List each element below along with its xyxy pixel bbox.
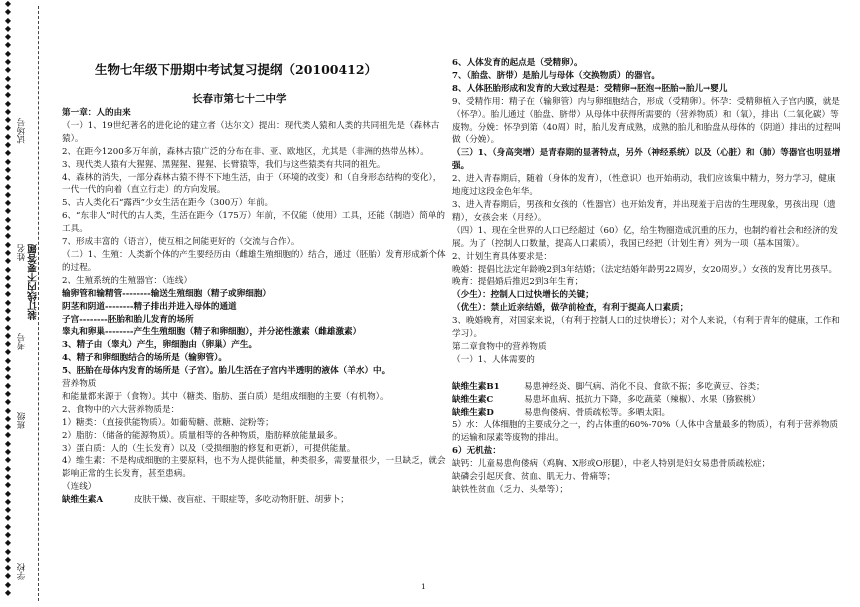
text-paragraph: 5）水：人体细胞的主要成分之一，约占体重的60%-70%（人体中含量最多的物质），有利于营养物质的运输和尿素等废物的排出。 xyxy=(452,420,839,444)
diamond-icon: ◆ xyxy=(4,546,12,556)
text-paragraph: 6、“东非人”时代的古人类，生活在距今（175万）年前，不仅能（使用）工具，还能（制造）简单的工具。 xyxy=(62,211,446,235)
diamond-icon: ◆ xyxy=(4,505,12,515)
diamond-icon: ◆ xyxy=(4,438,12,448)
text-paragraph: 7、形成丰富的（语言），使互相之间能更好的（交流与合作）。 xyxy=(62,237,300,248)
text-paragraph: 晚育：提倡婚后推迟2到3年生育； xyxy=(452,277,584,288)
left-column xyxy=(62,107,447,507)
diamond-icon: ◆ xyxy=(4,339,12,349)
diamond-icon: ◆ xyxy=(4,148,12,158)
text-paragraph: 3、进入青春期后，男孩和女孩的（性器官）也开始发育，并出现羞于启齿的生理现象，男孩出现（遗精），女孩会来（月经）。 xyxy=(452,199,836,223)
diamond-icon: ◆ xyxy=(4,372,12,382)
diamond-icon: ◆ xyxy=(4,264,12,274)
text-paragraph: 2、生殖系统的生殖器官：（连线） xyxy=(62,275,193,286)
vitamin-name: 缺维生素A xyxy=(62,495,104,506)
page-number: 1 xyxy=(421,582,426,591)
seal-warning: 装订线内不要答题 xyxy=(28,244,39,320)
text-paragraph: 4、精子和卵细胞结合的场所是（输卵管）。 xyxy=(62,353,227,364)
diamond-icon: ◆ xyxy=(4,322,12,332)
diamond-icon: ◆ xyxy=(4,314,12,324)
diamond-icon: ◆ xyxy=(4,530,12,539)
text-paragraph: 9、受精作用：精子在（输卵管）内与卵细胞结合，形成（受精卵）。怀孕：受精卵植入子宫内膜，就是（怀孕）。胎儿通过（胎盘、脐带）从母体中获得所需要的（营养物质）和（氧），排出（二氧化碳）等废物。分娩：怀孕到第（40周）时，胎儿发育成熟，成熟的胎儿和胎盘从母体的（阴道）排出的过程叫做（分娩）。 xyxy=(452,96,842,146)
diamond-icon: ◆ xyxy=(4,164,12,174)
document-title: 生物七年级下册期中考试复习提纲（20100412） xyxy=(95,62,378,77)
vitamin-row xyxy=(62,494,447,507)
diamond-icon: ◆ xyxy=(4,388,12,398)
text-paragraph: 1）糖类：（直接供能物质）。如葡萄糖、蔗糖、淀粉等； xyxy=(62,417,274,428)
diamond-icon: ◆ xyxy=(4,140,12,150)
text-paragraph: 5、古人类化石“露西”少女生活在距今（300万）年前。 xyxy=(62,198,274,209)
vitamin-effect: 易患坏血病、抵抗力下降，多吃蔬菜（辣椒）、水果（猕猴桃） xyxy=(524,394,761,405)
diamond-icon: ◆ xyxy=(4,447,12,457)
diamond-icon: ◆ xyxy=(4,214,12,224)
vitamin-row xyxy=(452,381,842,394)
diamond-icon: ◆ xyxy=(4,297,12,307)
diamond-icon: ◆ xyxy=(4,513,12,523)
vitamin-row xyxy=(452,407,842,420)
text-paragraph: 缺磷会引起厌食、贫血、肌无力、骨痛等； xyxy=(452,472,616,483)
text-paragraph: 第一章：人的由来 xyxy=(62,108,131,118)
text-paragraph: 营养物质 xyxy=(62,379,97,390)
diamond-icon: ◆ xyxy=(4,413,12,423)
text-paragraph: 4、森林的消失，一部分森林古猿不得不下地生活，由于（环境的改变）和（自身形态结构的变化），一代一代的向着（直立行走）的方向发展。 xyxy=(62,172,442,196)
text-paragraph: 阴茎和阴道--------精子排出并进入母体的通道 xyxy=(62,301,237,312)
diamond-icon: ◆ xyxy=(4,32,12,42)
diamond-icon: ◆ xyxy=(4,106,12,116)
diamond-icon: ◆ xyxy=(4,81,12,91)
diamond-icon: ◆ xyxy=(4,156,12,166)
diamond-icon: ◆ xyxy=(4,272,12,282)
field-exam-number: 考号 xyxy=(17,333,27,350)
text-paragraph: （连线） xyxy=(62,482,97,493)
vitamin-name: 缺维生素D xyxy=(452,407,494,418)
diamond-icon: ◆ xyxy=(4,173,12,183)
diamond-icon: ◆ xyxy=(4,289,12,299)
diamond-icon: ◆ xyxy=(4,223,12,233)
diamond-icon: ◆ xyxy=(4,422,12,432)
binding-margin xyxy=(0,0,52,607)
spacer xyxy=(452,367,842,381)
diamond-border xyxy=(2,0,14,607)
field-class: 班级 xyxy=(17,412,27,429)
text-paragraph: 缺钙：儿童易患佝偻病（鸡胸、X形或O形腿），中老人特别是妇女易患骨质疏松症； xyxy=(452,459,771,470)
vitamin-row xyxy=(452,394,842,407)
text-paragraph: （少生）：控制人口过快增长的关键； xyxy=(452,290,594,301)
diamond-icon: ◆ xyxy=(4,0,12,8)
vitamin-effect: 易患佝偻病、骨质疏松等。多晒太阳。 xyxy=(524,407,671,418)
diamond-icon: ◆ xyxy=(4,579,12,589)
diamond-icon: ◆ xyxy=(4,131,12,141)
text-paragraph: 3、精子由（睾丸）产生，卵细胞由（卵巢）产生。 xyxy=(62,340,258,351)
text-paragraph: 3）蛋白质：人的（生长发育）以及（受损细胞的修复和更新），可提供能量。 xyxy=(62,443,356,454)
diamond-icon: ◆ xyxy=(4,15,12,25)
diamond-icon: ◆ xyxy=(4,488,12,498)
vitamin-name: 缺维生素B1 xyxy=(452,381,500,392)
diamond-icon: ◆ xyxy=(4,181,12,191)
text-paragraph: 4）维生素：不是构成细胞的主要原料，也不为人提供能量，种类很多，需要量很少，一旦缺乏，就会影响正常的生长发育，甚至患病。 xyxy=(62,456,446,480)
diamond-icon: ◆ xyxy=(4,355,12,365)
diamond-icon: ◆ xyxy=(4,430,12,440)
text-paragraph: 2、在距今1200多万年前，森林古猿广泛的分布在非、亚、欧地区，尤其是（非洲的热带丛林）。 xyxy=(62,146,429,157)
diamond-icon: ◆ xyxy=(4,588,12,598)
text-paragraph: 2、计划生育具体要求是： xyxy=(452,251,552,262)
diamond-icon: ◆ xyxy=(4,455,12,465)
diamond-icon: ◆ xyxy=(4,347,12,357)
text-paragraph: 7、（胎盘、脐带）是胎儿与母体（交换物质）的器官。 xyxy=(452,70,660,81)
diamond-icon: ◆ xyxy=(4,73,12,83)
diamond-icon: ◆ xyxy=(4,380,12,390)
diamond-icon: ◆ xyxy=(4,48,12,58)
diamond-icon: ◆ xyxy=(4,256,12,266)
text-paragraph: 8、人体胚胎形成和发育的大致过程是：受精卵→胚泡→胚胎→胎儿→婴儿 xyxy=(452,83,728,94)
diamond-icon: ◆ xyxy=(4,330,12,340)
school-name: 长春市第七十二中学 xyxy=(192,93,287,105)
text-paragraph: （优生）：禁止近亲结婚，做孕前检查，有利于提高人口素质； xyxy=(452,303,689,314)
diamond-icon: ◆ xyxy=(4,554,12,564)
text-paragraph: 3、现代类人猿有大猩猩、黑猩猩、猩猩、长臂猿等，我们与这些猿类有共同的祖先。 xyxy=(62,159,386,170)
diamond-icon: ◆ xyxy=(4,538,12,548)
text-paragraph: 第二章食物中的营养物质 xyxy=(452,341,547,352)
diamond-icon: ◆ xyxy=(4,364,12,374)
field-exam-room: 试场号 xyxy=(17,118,27,144)
text-paragraph: （一）1、19世纪著名的进化论的建立者（达尔文）提出：现代类人猿和人类的共同祖先是（森林古猿）。 xyxy=(62,120,440,144)
diamond-icon: ◆ xyxy=(4,40,12,50)
diamond-icon: ◆ xyxy=(4,115,12,125)
diamond-icon: ◆ xyxy=(4,65,12,75)
text-paragraph: 睾丸和卵巢--------产生生殖细胞（精子和卵细胞），并分泌性激素（雌雄激素） xyxy=(62,327,362,338)
diamond-icon: ◆ xyxy=(4,305,12,315)
diamond-icon: ◆ xyxy=(4,23,12,33)
diamond-icon: ◆ xyxy=(4,563,12,573)
diamond-icon: ◆ xyxy=(4,123,12,133)
diamond-icon: ◆ xyxy=(4,480,12,490)
text-paragraph: 2、食物中的六大营养物质是： xyxy=(62,404,180,415)
diamond-icon: ◆ xyxy=(4,239,12,249)
diamond-icon: ◆ xyxy=(4,198,12,208)
text-paragraph: 晚婚：提倡比法定年龄晚2到3年结婚；（法定结婚年龄男22周岁，女20周岁。）女孩的发育比男孩早。 xyxy=(452,264,838,275)
diamond-icon: ◆ xyxy=(4,496,12,506)
text-paragraph: 缺铁性贫血（乏力、头晕等）； xyxy=(452,485,569,495)
field-name: 姓名 xyxy=(17,244,27,261)
text-paragraph: （二）1、生殖：人类新个体的产生要经历由（雌雄生殖细胞的）结合，通过（胚胎）发育形成新个体的过程。 xyxy=(62,249,446,273)
text-paragraph: 5、胚胎在母体内发育的场所是（子宫）。胎儿生活在子宫内半透明的液体（羊水）中。 xyxy=(62,366,391,377)
text-paragraph: 输卵管和输精管--------输送生殖细胞（精子或卵细胞） xyxy=(62,288,272,299)
text-paragraph: 6）无机盐： xyxy=(452,446,501,457)
diamond-icon: ◆ xyxy=(4,98,12,108)
diamond-icon: ◆ xyxy=(4,281,12,291)
diamond-icon: ◆ xyxy=(4,571,12,581)
vitamin-name: 缺维生素C xyxy=(452,394,494,405)
diamond-icon: ◆ xyxy=(4,189,12,199)
diamond-icon: ◆ xyxy=(4,397,12,407)
text-paragraph: 3、晚婚晚育，对国家来说，（有利于控制人口的过快增长）；对个人来说，（有利于青年的健康，工作和学习）。 xyxy=(452,316,840,340)
vitamin-effect: 易患神经炎、脚气病、消化不良、食欲不振；多吃黄豆、谷类； xyxy=(524,381,765,392)
diamond-icon: ◆ xyxy=(4,463,12,473)
text-paragraph: 和能量都来源于（食物）。其中（糖类、脂肪、蛋白质）是组成细胞的主要（有机物）。 xyxy=(62,391,389,402)
text-paragraph: （四）1、现在全世界的人口已经超过（60）亿，给生物圈造成沉重的压力，也制约着社会和经济的发展。为了（控制人口数量，提高人口素质），我国已经把（计划生育）列为一项（基本国策）。 xyxy=(452,225,838,249)
diamond-icon: ◆ xyxy=(4,521,12,531)
text-paragraph: （一）1、人体需要的 xyxy=(452,354,535,365)
right-column xyxy=(452,57,842,497)
diamond-icon: ◆ xyxy=(4,247,12,257)
diamond-icon: ◆ xyxy=(4,405,12,415)
diamond-icon: ◆ xyxy=(4,231,12,241)
text-paragraph: 6、人体发育的起点是（受精卵）。 xyxy=(452,58,583,68)
field-school: 学校 xyxy=(17,563,27,580)
diamond-icon: ◆ xyxy=(4,57,12,67)
diamond-icon: ◆ xyxy=(4,206,12,216)
diamond-icon: ◆ xyxy=(4,471,12,481)
diamond-icon: ◆ xyxy=(4,90,12,100)
diamond-icon: ◆ xyxy=(4,7,12,17)
text-paragraph: 2）脂肪：（储备的能源物质）。质量相等的各种物质，脂肪释放能量最多。 xyxy=(62,430,343,441)
text-paragraph: 子宫--------胚胎和胎儿发育的场所 xyxy=(62,314,194,325)
text-paragraph: （三）1、（身高突增）是青春期的显著特点，另外（神经系统）以及（心脏）和（肺）等器官也明显增强。 xyxy=(452,148,841,172)
vitamin-effect: 皮肤干燥、夜盲症、干眼症等，多吃动物肝脏、胡萝卜； xyxy=(134,495,349,506)
text-paragraph: 2、进入青春期后，随着（身体的发育），（性意识）也开始萌动，我们应该集中精力，努力学习，健康地度过这段金色年华。 xyxy=(452,174,836,198)
